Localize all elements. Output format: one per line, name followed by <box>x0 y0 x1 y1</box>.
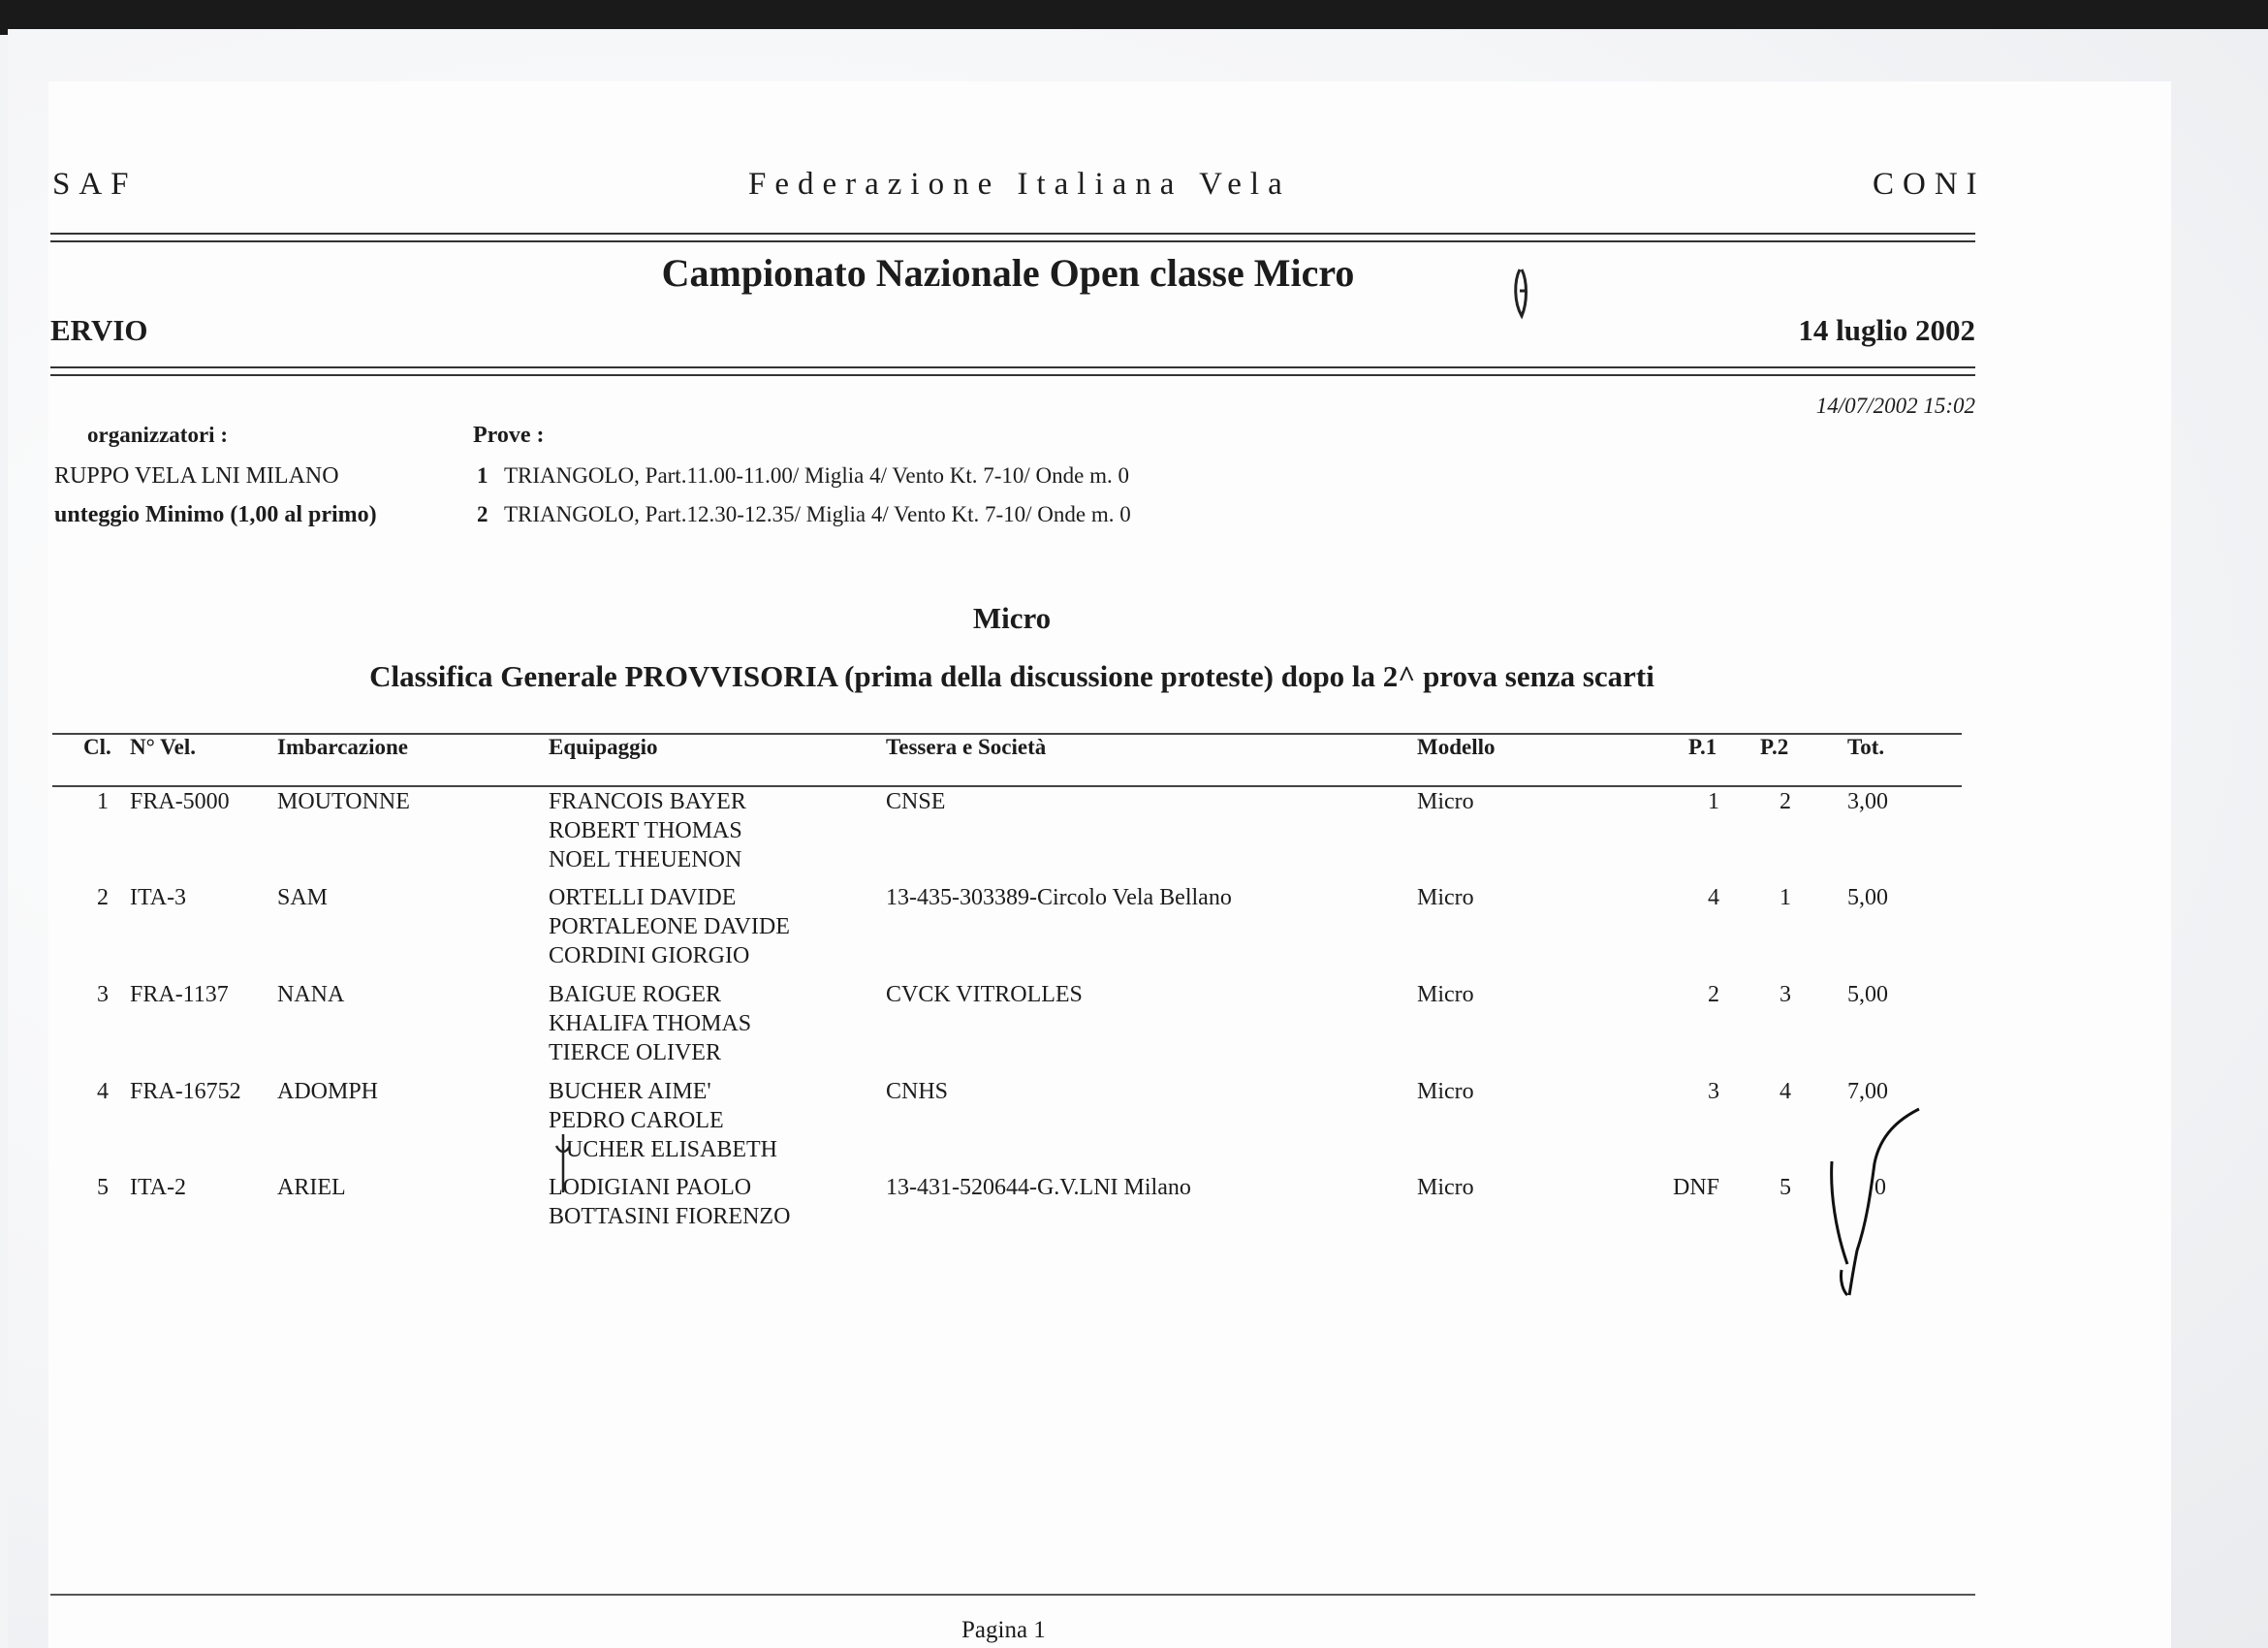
prove-heading: Prove : <box>473 423 545 448</box>
cell-sail-number: FRA-5000 <box>130 789 230 814</box>
cell-total: 5,00 <box>1847 982 1888 1007</box>
cell-model: Micro <box>1417 789 1474 814</box>
col-header-boat: Imbarcazione <box>277 735 409 759</box>
race-item: 1 TRIANGOLO, Part.11.00-11.00/ Miglia 4/ Vento Kt. 7-10/ Onde m. 0 <box>477 463 1130 488</box>
col-header-sail-number: N° Vel. <box>130 735 196 759</box>
cell-p1: 2 <box>1708 982 1719 1007</box>
cell-model: Micro <box>1417 982 1474 1007</box>
cell-p2: 1 <box>1780 885 1791 910</box>
cell-model: Micro <box>1417 885 1474 910</box>
cell-boat: ADOMPH <box>277 1079 379 1104</box>
cell-boat: ARIEL <box>277 1175 346 1200</box>
cell-total: 0 <box>1874 1175 1886 1200</box>
print-timestamp: 14/07/2002 15:02 <box>1815 394 1975 418</box>
event-date: 14 luglio 2002 <box>1798 313 1975 347</box>
class-heading: Micro <box>972 601 1052 635</box>
page-number: Pagina 1 <box>961 1617 1046 1643</box>
scoring-system: unteggio Minimo (1,00 al primo) <box>54 502 377 527</box>
col-header-total: Tot. <box>1847 735 1885 759</box>
footer-rule <box>50 1594 1975 1596</box>
cell-p1: 1 <box>1708 789 1719 814</box>
col-header-p1: P.1 <box>1688 735 1717 759</box>
venue: ERVIO <box>50 313 148 347</box>
race-item: 2 TRIANGOLO, Part.12.30-12.35/ Miglia 4/ Vento Kt. 7-10/ Onde m. 0 <box>477 502 1131 526</box>
handwritten-mark-icon <box>1512 264 1535 322</box>
col-header-club: Tessera e Società <box>886 735 1047 759</box>
standings-subtitle: Classifica Generale PROVVISORIA (prima della discussione proteste) dopo la 2^ prova senza scarti <box>369 659 1654 693</box>
header-double-rule <box>50 233 1975 242</box>
cell-p1: 4 <box>1708 885 1719 910</box>
cell-crew: FRANCOIS BAYER ROBERT THOMAS NOEL THEUENON <box>549 789 746 872</box>
cell-cl: 1 <box>97 789 109 814</box>
cell-club: 13-431-520644-G.V.LNI Milano <box>886 1175 1191 1200</box>
handwritten-correction-icon <box>1822 1105 1929 1299</box>
cell-model: Micro <box>1417 1079 1474 1104</box>
cell-p2: 4 <box>1780 1079 1791 1104</box>
header-center: Federazione Italiana Vela <box>748 167 1291 202</box>
cell-total: 5,00 <box>1847 885 1888 910</box>
document-title: Campionato Nazionale Open classe Micro <box>661 251 1355 295</box>
header-left: SAF <box>52 167 138 202</box>
cell-p1: 3 <box>1708 1079 1719 1104</box>
cell-crew: LODIGIANI PAOLO BOTTASINI FIORENZO <box>549 1175 791 1229</box>
cell-club: CVCK VITROLLES <box>886 982 1083 1007</box>
cell-p2: 3 <box>1780 982 1791 1007</box>
col-header-cl: Cl. <box>83 735 111 759</box>
col-header-model: Modello <box>1417 735 1496 759</box>
cell-total: 7,00 <box>1847 1079 1888 1104</box>
cell-crew: BUCHER AIME' PEDRO CAROLE UCHER ELISABETH <box>549 1079 777 1162</box>
title-double-rule <box>50 366 1975 376</box>
cell-cl: 5 <box>97 1175 109 1200</box>
cell-crew: ORTELLI DAVIDE PORTALEONE DAVIDE CORDINI GIORGIO <box>549 885 790 968</box>
cell-boat: NANA <box>277 982 345 1007</box>
cell-cl: 3 <box>97 982 109 1007</box>
cell-total: 3,00 <box>1847 789 1888 814</box>
col-header-p2: P.2 <box>1760 735 1789 759</box>
cell-model: Micro <box>1417 1175 1474 1200</box>
cell-crew: BAIGUE ROGER KHALIFA THOMAS TIERCE OLIVER <box>549 982 752 1065</box>
organizers-heading: organizzatori : <box>87 423 228 447</box>
cell-p2: 2 <box>1780 789 1791 814</box>
cell-club: CNHS <box>886 1079 949 1104</box>
cell-p1: DNF <box>1672 1175 1719 1200</box>
col-header-crew: Equipaggio <box>549 735 658 759</box>
cell-club: 13-435-303389-Circolo Vela Bellano <box>886 885 1232 910</box>
cell-p2: 5 <box>1780 1175 1791 1200</box>
pen-mark-icon <box>552 1132 574 1194</box>
cell-cl: 4 <box>97 1079 109 1104</box>
cell-club: CNSE <box>886 789 946 814</box>
cell-boat: SAM <box>277 885 329 910</box>
header-right: CONI <box>1873 167 1986 202</box>
cell-sail-number: FRA-16752 <box>130 1079 241 1104</box>
cell-sail-number: ITA-3 <box>130 885 187 910</box>
cell-sail-number: FRA-1137 <box>130 982 229 1007</box>
cell-sail-number: ITA-2 <box>130 1175 187 1200</box>
cell-cl: 2 <box>97 885 109 910</box>
cell-boat: MOUTONNE <box>277 789 410 814</box>
organizer-line: RUPPO VELA LNI MILANO <box>54 463 339 489</box>
